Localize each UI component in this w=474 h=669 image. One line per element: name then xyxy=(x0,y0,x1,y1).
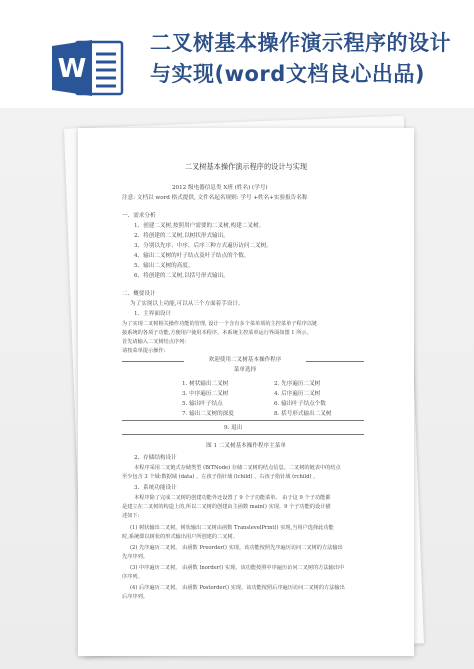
menu-rule xyxy=(122,420,364,421)
section-heading: 二、概要设计 xyxy=(122,291,156,297)
subsection-heading: 3、系统功能设计 xyxy=(134,485,177,491)
document-page xyxy=(78,128,414,656)
function-line: (1) 树状输出二叉树。树状输出二叉树由函数 TranslevelPrint() 实现,当用户选择此功能 xyxy=(130,525,334,531)
requirement-item: 4、输出二叉树的叶子结点及叶子结点的个数。 xyxy=(134,253,250,259)
requirement-item: 1、创建二叉树,按照用户需要的二叉树,构建二叉树。 xyxy=(134,223,265,229)
paragraph-line: 至少包含 3 个域:数据域 (data) 、左孩子指针域 (lchild) 、右孩子指针域 (rchild) 。 xyxy=(122,474,319,480)
paragraph-line: 为了实现以上功能,可以从三个方面着手设计。 xyxy=(130,301,244,307)
menu-rule-right xyxy=(306,361,364,362)
note-line: 注意: 文档以 word 格式提供, 文件名起名规则: 学号 +姓名+实验报告名称 xyxy=(122,195,308,201)
paragraph-line: 是建立在二叉树的构造上的,所以二叉树的创建由主函数 main() 实现。9 个子功能的设计描 xyxy=(122,504,331,510)
subsection-heading: 2、存储结构设计 xyxy=(134,455,177,461)
menu-item: 3. 中序遍历二叉树 xyxy=(182,391,229,397)
requirement-item: 2、将创建的二叉树,以树状形式输出。 xyxy=(134,233,229,239)
menu-item: 2. 先序遍历二叉树 xyxy=(274,381,321,387)
menu-title: 欢迎使用二叉树基本操作程序 xyxy=(208,357,282,363)
figure-caption: 图 1 二叉树基本操作程序主菜单 xyxy=(206,443,286,449)
requirement-item: 6、将创建的二叉树,以括号形式输出。 xyxy=(134,273,229,279)
function-line: 后序序列。 xyxy=(122,594,148,600)
subsection-heading: 1、主界面设计 xyxy=(134,311,172,317)
menu-item: 1. 树状输出二叉树 xyxy=(182,381,229,387)
menu-exit: 9. 退出 xyxy=(224,425,243,431)
menu-item: 4. 后序遍历二叉树 xyxy=(274,391,321,397)
paragraph-line: 首先请输入二叉树结点序列: xyxy=(122,339,186,345)
word-letter: W xyxy=(57,54,87,84)
doc-title: 二叉树基本操作演示程序的设计与实现 xyxy=(184,162,308,171)
menu-rule-left xyxy=(122,361,184,362)
paragraph-line: 本程序除了完成二叉树的创建功能外还设置了 9 个子功能菜单。 由于这 9 个子功能都 xyxy=(134,495,331,501)
page-title: 二叉树基本操作演示程序的设计与实现(word文档良心出品) xyxy=(150,31,451,86)
menu-item: 5. 输出叶子结点 xyxy=(182,401,223,407)
menu-item: 6. 输出叶子结点个数 xyxy=(274,401,326,407)
menu-subtitle: 菜单选择 xyxy=(233,367,257,373)
info-line: 2012 级电器信息类 X班 (姓名) (学号) xyxy=(172,185,268,191)
section-heading: 一、需求分析 xyxy=(122,213,156,219)
paragraph-line: 接系统的各项子功能,方便用户使用本程序。本系统主控菜单运行界面如图 1 所示。 xyxy=(122,330,312,336)
paragraph-line: 为了实现二叉树相关操作功能的管理, 设计一个含有多个菜单项的主控菜单子程序以链 xyxy=(122,321,318,327)
banner xyxy=(0,0,474,110)
paragraph-line: 述如下: xyxy=(122,513,140,519)
word-doc-icon xyxy=(52,38,126,98)
function-line: (2) 先序遍历二叉树。 由函数 Preorder() 实现。该功能按照先序遍历访问二叉树的方法输出 xyxy=(130,545,343,551)
requirement-item: 3、分别以先序、中序、后序三种方式遍历访问二叉树。 xyxy=(134,243,272,249)
requirement-item: 5、输出二叉树的高度。 xyxy=(134,263,194,269)
function-line: 序序列。 xyxy=(122,574,143,580)
menu-rule xyxy=(122,434,364,435)
paragraph-line: 请按菜单提示操作: xyxy=(122,348,166,354)
menu-item: 8. 括号形式输出二叉树 xyxy=(274,411,332,417)
paragraph-line: 本程序采用二叉链式存储类型 (BiTNode) 存储二叉树的结点信息。二叉树的链表中的结点 xyxy=(134,465,341,471)
function-line: 时,系统即以树状的形式输出用户所创建的二叉树。 xyxy=(122,534,238,540)
menu-item: 7. 输出二叉树的深度 xyxy=(182,411,234,417)
function-line: 先序序列。 xyxy=(122,554,148,560)
function-line: (4) 后序遍历二叉树。 由函数 Postorder() 实现。该功能按照后序遍历访问二叉树的方法输出 xyxy=(130,585,345,591)
function-line: (3) 中序遍历二叉树。 由函数 Inorder() 实现。该功能按照中序遍历访问二叉树的方法输出中 xyxy=(130,565,345,571)
